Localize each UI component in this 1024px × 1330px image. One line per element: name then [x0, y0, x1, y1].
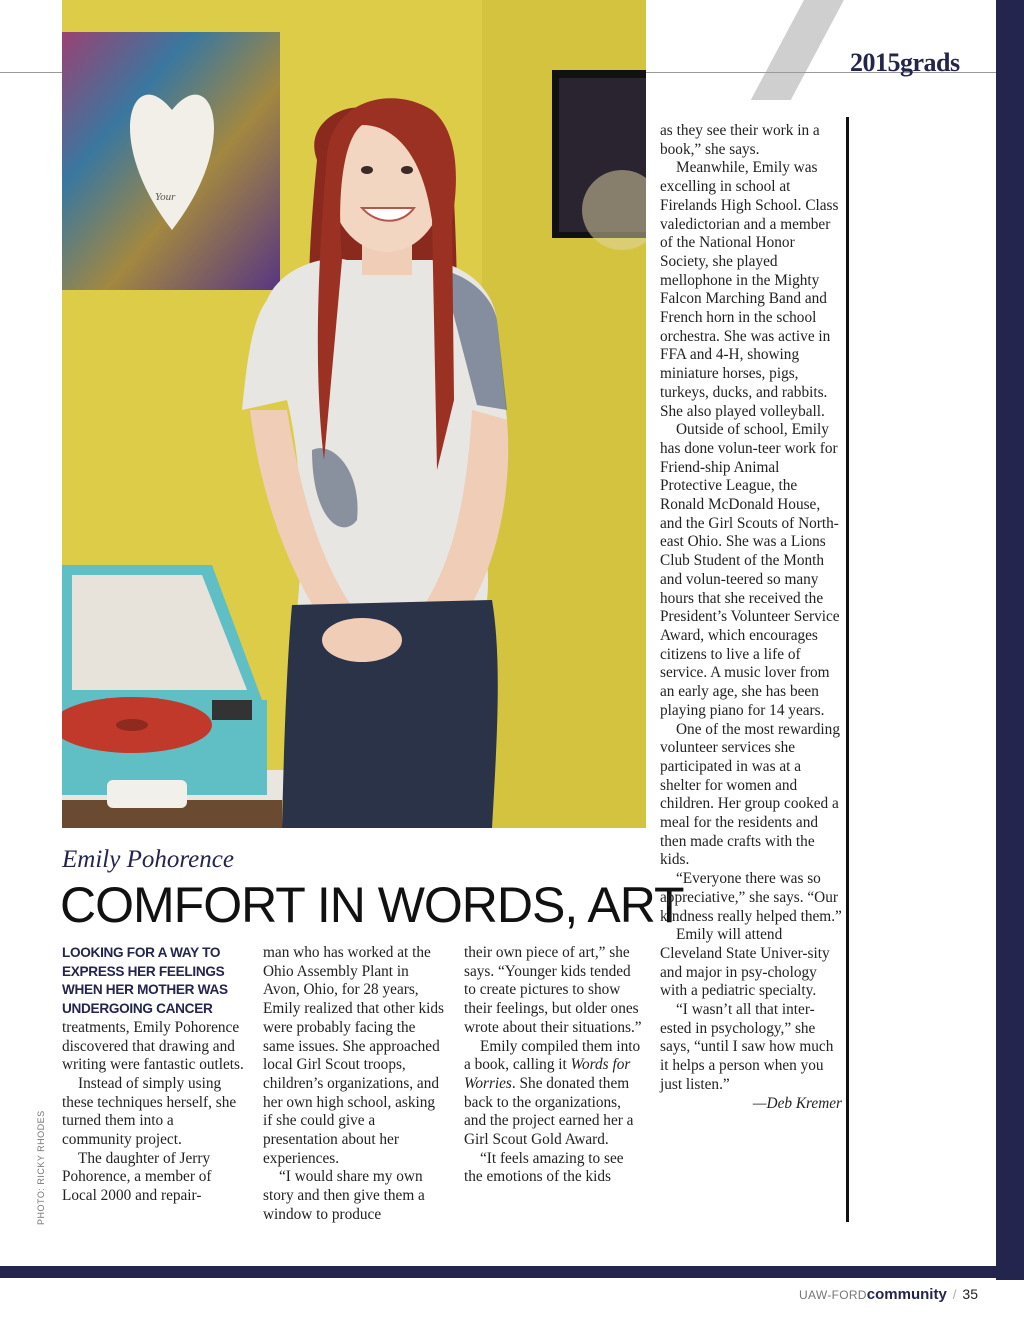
- paragraph: “I wasn’t all that inter-ested in psychology,” she says, “until I saw how much it helps a person when you just listen.”: [660, 1001, 834, 1093]
- author-signoff: —Deb Kremer: [752, 1094, 842, 1112]
- article-column-4: [660, 122, 842, 1113]
- paragraph: their own piece of art,” she says. “Younger kids tended to create pictures to show their feelings, but older ones wrote about their situations.”: [464, 944, 642, 1036]
- feature-photo: [62, 0, 646, 828]
- article-column-3: [464, 944, 646, 1187]
- framed-picture: [552, 70, 646, 250]
- edge-bar: [996, 0, 1024, 1280]
- magazine-brand-name: community: [866, 1286, 947, 1303]
- paragraph: Instead of simply using these techniques herself, she turned them into a community project.: [62, 1074, 237, 1149]
- text-run: Emily compiled them into a book, calling it: [464, 1037, 641, 1074]
- article-column-1: [62, 944, 244, 1206]
- footer-separator: /: [952, 1287, 957, 1302]
- painting: [62, 32, 280, 290]
- article-column-2: [263, 944, 445, 1225]
- paragraph: “I would share my own story and then give them a window to produce: [263, 1168, 425, 1223]
- magazine-brand-prefix: UAW-FORD: [799, 1288, 867, 1302]
- paragraph: Emily will attend Cleveland State Univer-sity and major in psy-chology with a pediatric specialty.: [660, 926, 830, 1000]
- paragraph: One of the most rewarding volunteer services she participated in was at a shelter for women and children. Her group cooked a meal for the residents and then made crafts with the kids.: [660, 720, 840, 869]
- paragraph: [464, 1038, 646, 1150]
- book-title: Words for Worries: [464, 1056, 631, 1092]
- page-number: 35: [962, 1286, 978, 1302]
- paragraph: [62, 944, 244, 1075]
- paragraph: man who has worked at the Ohio Assembly Plant in Avon, Ohio, for 28 years, Emily realized that other kids were probably facing the same issues. She approached local Girl Scout troops, children’s organizations, and her own high school, asking if she could give a presentation about her experiences.: [263, 944, 444, 1167]
- header-slash: [751, 0, 849, 100]
- section-tag: [850, 48, 960, 78]
- paragraph: as they see their work in a book,” she says.: [660, 122, 820, 158]
- subject-name: Emily Pohorence: [62, 846, 234, 873]
- bottom-rule: [0, 1266, 1024, 1278]
- page-footer: [799, 1286, 978, 1303]
- paragraph: The daughter of Jerry Pohorence, a member of Local 2000 and repair-: [62, 1149, 212, 1205]
- column-rule: [846, 117, 849, 1222]
- painting-text: Your: [155, 191, 176, 203]
- paragraph: “It feels amazing to see the emotions of the kids: [464, 1149, 624, 1186]
- text-run: . She donated them back to the organizations, and the project earned her a Girl Scout Gold Award.: [464, 1074, 634, 1149]
- paragraph: Outside of school, Emily has done volun-teer work for Friend-ship Animal Protective League, the Ronald McDonald House, and the Girl Scouts of North-east Ohio. She was a Lions Club Student of the Month and volun-teered so many hours that she received the President’s Volunteer Service Award, which encourages citizens to live a life of service. A music lover from an early age, she has been playing piano for 14 years.: [660, 421, 840, 719]
- paragraph: “Everyone there was so appreciative,” she says. “Our kindness really helped them.”: [660, 870, 842, 925]
- lead-rest: treatments, Emily Pohorence discovered that drawing and writing were fantastic outlets.: [62, 1018, 244, 1074]
- section-year: 2015: [850, 48, 900, 77]
- headline: COMFORT IN WORDS, ART: [60, 877, 684, 933]
- photo-credit: PHOTO: RICKY RHODES: [36, 1110, 46, 1225]
- lead-in: LOOKING FOR A WAY TO EXPRESS HER FEELINGS WHEN HER MOTHER WAS UNDERGOING CANCER: [62, 945, 228, 1017]
- section-word: grads: [900, 48, 960, 77]
- paragraph: Meanwhile, Emily was excelling in school at Firelands High School. Class valedictorian and a member of the National Honor Society, she played mellophone in the Mighty Falcon Marching Band and French horn in the school orchestra. She was active in FFA and 4-H, showing miniature horses, pigs, turkeys, ducks, and rabbits. She also played volleyball.: [660, 159, 839, 420]
